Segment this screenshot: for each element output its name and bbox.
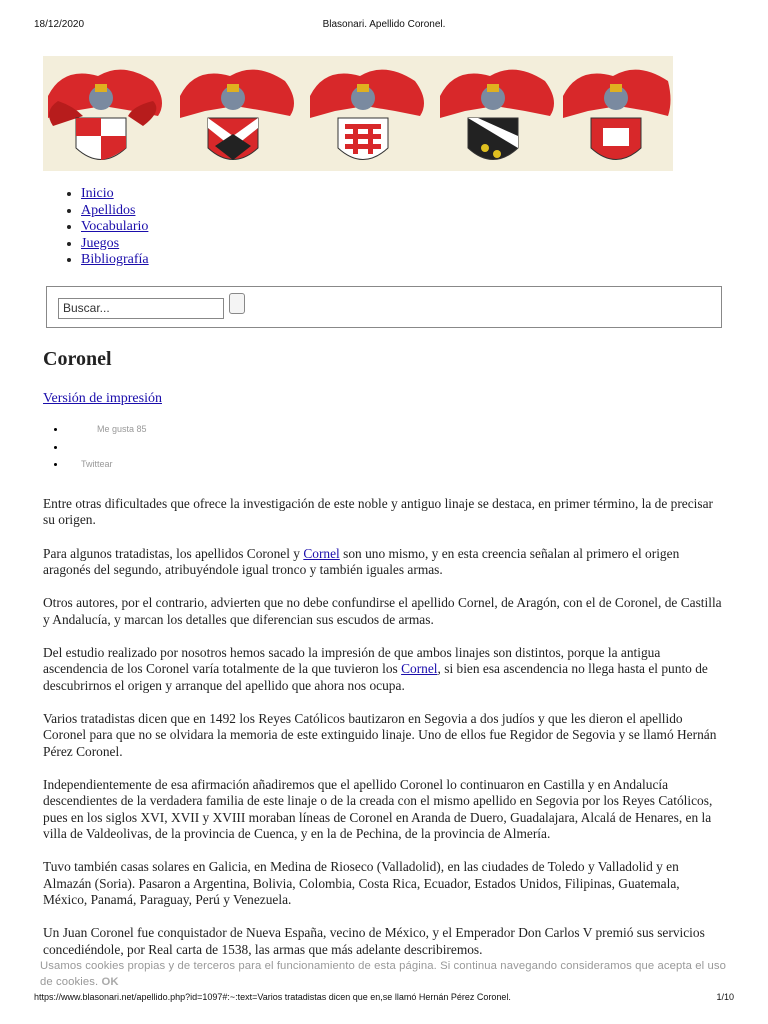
article-content [43,496,723,975]
search-button[interactable] [229,293,245,314]
paragraph-4 [43,645,723,694]
page-number: 1/10 [716,992,734,1002]
pdf-header [0,0,768,40]
print-url: https://www.blasonari.net/apellido.php?id=1097#:~:text=Varios tratadistas dicen que en,se llamó Hernán Pérez Coronel. [34,992,511,1002]
paragraph-7: Tuvo también casas solares en Galicia, en Medina de Rioseco (Valladolid), en las ciudades de Toledo y Valladolid y en Almazán (Soria). Pasaron a Argentina, Bolivia, Colombia, Costa Rica, Ecuador, Estados Unidos, Filipinas, Guatemala, México, Panamá, Paraguay, Perú y Venezuela. [43,859,680,908]
page-title: Coronel [43,348,112,370]
pdf-footer [0,992,768,1012]
main-nav [43,186,149,269]
paragraph-8: Un Juan Coronel fue conquistador de Nueva España, vecino de México, y el Emperador Don Carlos V premió sus servicios concediéndole, por Real carta de 1538, las armas que más adelante describiremos. [43,925,705,957]
nav-link-apellidos[interactable]: Apellidos [81,202,136,218]
print-date: 18/12/2020 [34,19,85,30]
cookie-banner [40,958,730,990]
share-item [66,442,147,460]
paragraph-2-text-a: Para algunos tratadistas, los apellidos Coronel y [43,545,304,561]
search-input[interactable]: Buscar... [58,298,224,319]
nav-link-bibliografia[interactable]: Bibliografía [81,252,149,267]
twitter-item [66,459,147,477]
paragraph-1: Entre otras dificultades que ofrece la investigación de este noble y antiguo linaje se destaca, en primer término, la de precisar su origen. [43,496,714,528]
facebook-like-item [66,424,147,442]
nav-link-juegos[interactable]: Juegos [81,235,120,251]
paragraph-5: Varios tratadistas dicen que en 1492 los Reyes Católicos bautizaron en Segovia a dos judíos y que les dieron el apellido Coronel para que no se olvidara la memoria de este extinguido linaje. Uno de ellos fue Regidor de Segovia y se llamó Hernán Pérez Coronel. [43,710,717,759]
twitter-button[interactable]: Twittear [81,459,113,469]
paragraph-3: Otros autores, por el contrario, advierten que no debe confundirse el apellido Cornel, de Aragón, con el de Coronel, de Castilla y Andalucía, y marcan los detalles que diferencian sus escudos de armas. [43,595,722,627]
cornel-link-2[interactable]: Cornel [401,661,438,677]
paragraph-4-text-b: , si bien esa ascendencia no llega hasta el punto de descubrirnos el origen y arranque del apellido que ahora nos ocupa. [43,661,708,693]
nav-item-inicio [81,186,149,203]
social-buttons [43,424,147,477]
search-form [46,286,722,328]
paragraph-2 [43,546,723,579]
nav-link-inicio[interactable]: Inicio [81,186,114,201]
nav-item-vocabulario [81,219,149,236]
cookie-text: Usamos cookies propias y de terceros para el funcionamiento de esta página. Si continua navegando consideramos que acepta el uso de cookies. [40,960,727,988]
print-version-link[interactable]: Versión de impresión [43,391,162,406]
nav-link-vocabulario[interactable]: Vocabulario [81,219,149,234]
paragraph-4-text-a: Del estudio realizado por nosotros hemos sacado la impresión de que ambos linajes son distintos, porque la antigua ascendencia de los Coronel varía totalmente de la que tuvieron los [43,644,661,677]
nav-item-bibliografia [81,252,149,269]
facebook-like-button[interactable]: Me gusta 85 [97,424,147,434]
nav-item-apellidos [81,203,149,220]
nav-item-juegos [81,236,149,253]
paragraph-2-text-b: son uno mismo, y en esta creencia señalan al primero el origen aragonés del segundo, atribuyéndole igual tronco y también iguales armas. [43,545,680,578]
cornel-link[interactable]: Cornel [303,545,340,561]
coats-of-arms-banner [43,56,673,171]
print-title: Blasonari. Apellido Coronel. [322,19,446,30]
cookie-ok-button[interactable]: OK [101,976,119,988]
paragraph-6: Independientemente de esa afirmación añadiremos que el apellido Coronel lo continuaron en Castilla y en Andalucía descendientes de la verdadera familia de este linaje o de la creada con el mismo apellido en Segovia por los Reyes Católicos, pues en los siglos XVI, XVII y XVIII moraban líneas de Coronel en Aranda de Duero, Guadalajara, Alcalá de Henares, en la villa de Valdeolivas, de la provincia de Cuenca, y en la de Pechina, de la provincia de Almería. [43,776,713,842]
